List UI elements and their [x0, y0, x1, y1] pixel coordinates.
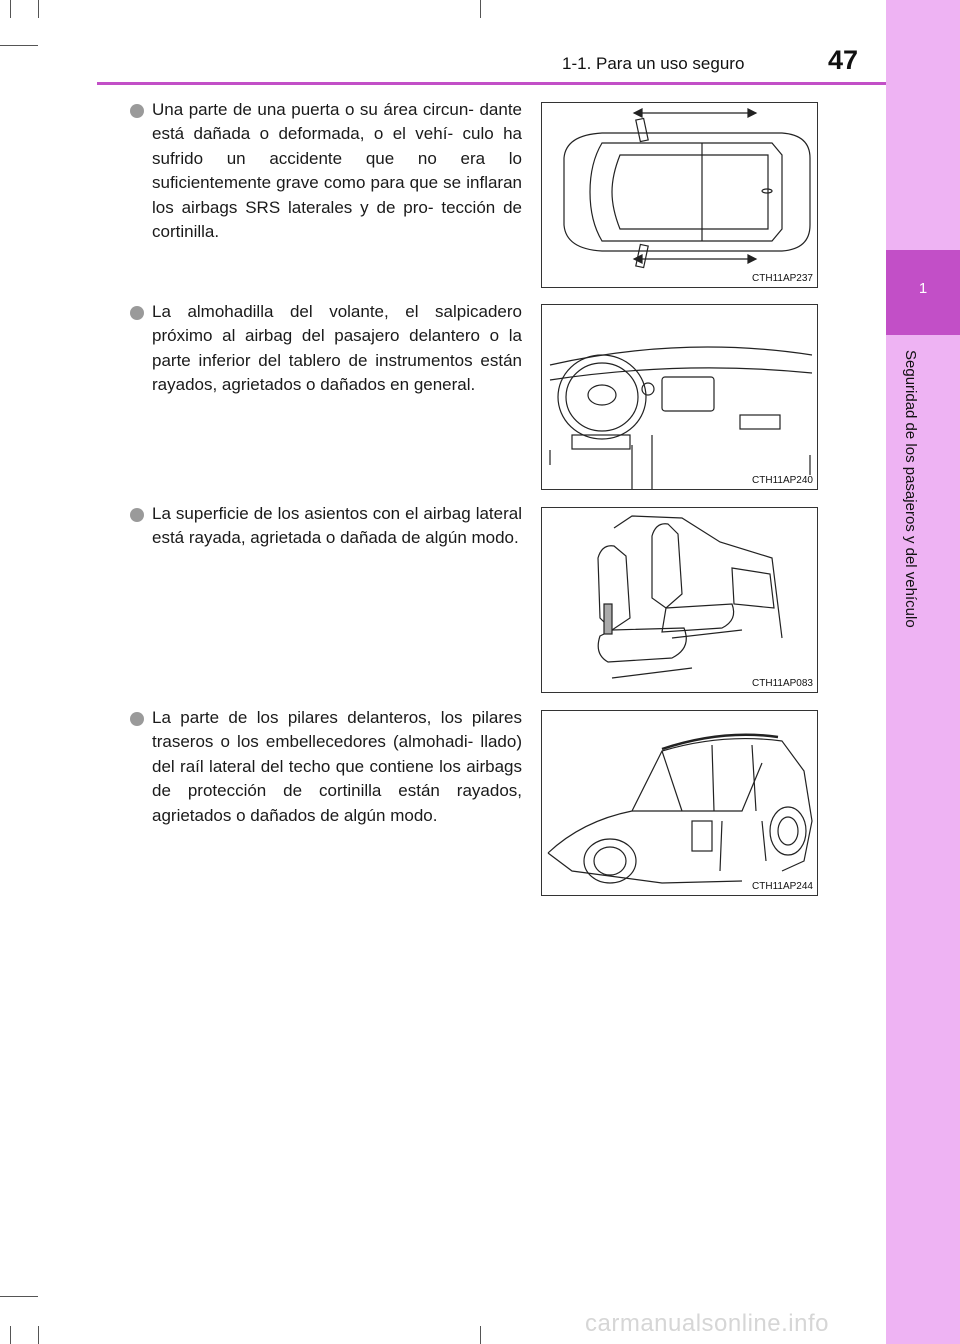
crop-mark — [10, 0, 11, 18]
car-side-view-icon — [542, 711, 817, 895]
figure-dashboard — [541, 304, 818, 490]
figure-car-top — [541, 102, 818, 288]
crop-mark — [480, 1326, 481, 1344]
figure-caption: CTH11AP237 — [752, 273, 813, 284]
list-item — [130, 502, 522, 551]
list-item — [130, 98, 522, 244]
page-number: 47 — [828, 45, 859, 75]
list-item — [130, 300, 522, 398]
watermark: carmanualsonline.info — [585, 1310, 829, 1337]
figure-car-side — [541, 710, 818, 896]
dashboard-icon — [542, 305, 817, 489]
front-seats-icon — [542, 508, 817, 692]
crop-mark — [38, 0, 39, 18]
list-item-text: La superficie de los asientos con el airbag lateral está rayada, agrietada o dañada de algún modo. — [152, 504, 522, 548]
figure-caption: CTH11AP083 — [752, 678, 813, 689]
figure-seats — [541, 507, 818, 693]
chapter-title: Seguridad de los pasajeros y del vehículo — [902, 350, 919, 628]
list-item-text: La almohadilla del volante, el salpicadero próximo al airbag del pasajero delantero o la parte inferior del tablero de instrumentos están rayados, agrietados o dañados en general. — [152, 302, 522, 395]
list-item — [130, 706, 522, 828]
figure-caption: CTH11AP244 — [752, 881, 813, 892]
crop-mark — [0, 1296, 38, 1297]
crop-mark — [0, 45, 38, 46]
car-top-view-icon — [542, 103, 817, 287]
crop-mark — [38, 1326, 39, 1344]
crop-mark — [10, 1326, 11, 1344]
list-item-text: La parte de los pilares delanteros, los pilares traseros o los embellecedores (almohadi- llado) del raíl lateral del techo que contiene los airbags de protección de cortinilla están rayados, agrietados o dañados de algún modo. — [152, 708, 523, 825]
crop-mark — [480, 0, 481, 18]
header-rule — [97, 82, 886, 85]
list-item-text: Una parte de una puerta o su área circun- dante está dañada o deformada, o el vehí- culo ha sufrido un accidente que no era lo suficientemente grave como para que se inflaran los airbags SRS laterales y de pro- tección de cortinilla. — [152, 100, 522, 242]
chapter-number: 1 — [918, 280, 928, 297]
figure-caption: CTH11AP240 — [752, 475, 813, 486]
section-title: 1-1. Para un uso seguro — [562, 54, 745, 73]
